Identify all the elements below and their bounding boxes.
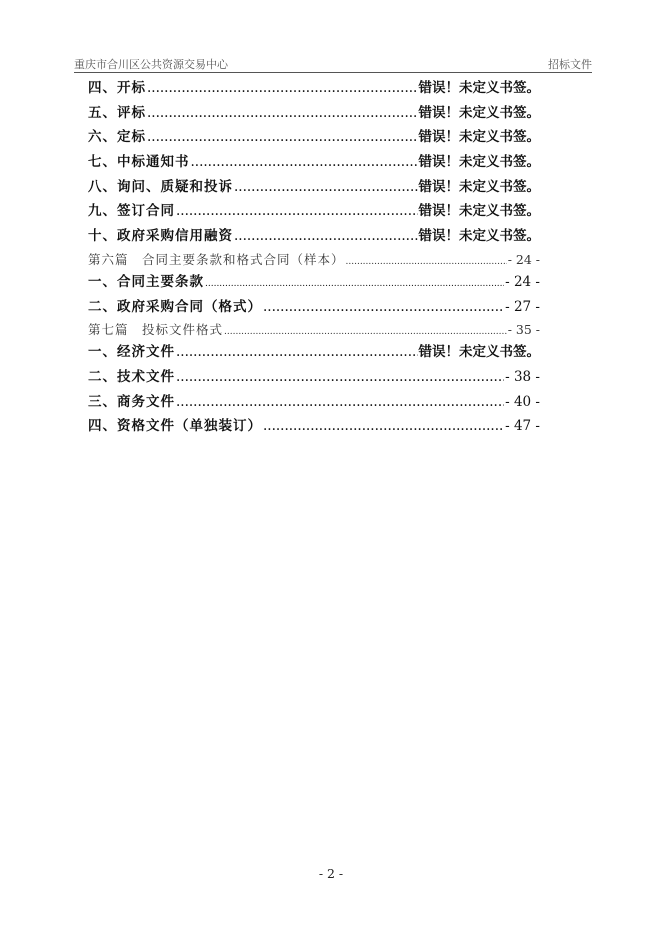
- toc-entry-title: 第六篇 合同主要条款和格式合同（样本）: [88, 251, 345, 267]
- toc-part-heading[interactable]: [88, 249, 540, 270]
- toc-entry[interactable]: [88, 390, 540, 415]
- toc-entry-title: 第七篇 投标文件格式: [88, 322, 224, 338]
- toc-leader-dots: [176, 199, 418, 224]
- toc-entry[interactable]: [88, 101, 540, 126]
- toc-entry-title: 二、政府采购合同（格式）: [88, 298, 262, 315]
- toc-leader-dots: [147, 125, 418, 150]
- toc-entry-page: 错误！未定义书签。: [418, 344, 540, 361]
- toc-entry-page: 错误！未定义书签。: [418, 104, 540, 121]
- page-number: - 2 -: [318, 866, 344, 881]
- toc-leader-dots: [234, 224, 418, 249]
- toc-entry-title: 三、商务文件: [88, 393, 175, 410]
- toc-entry-page: - 27 -: [505, 298, 540, 315]
- toc-entry-page: 错误！未定义书签。: [418, 154, 540, 171]
- toc-entry-page: - 40 -: [505, 393, 540, 410]
- toc-entry-page: 错误！未定义书签。: [418, 203, 540, 220]
- toc-entry[interactable]: [88, 76, 540, 101]
- toc-entry-page: - 35 -: [507, 322, 540, 338]
- toc-entry-title: 一、经济文件: [88, 344, 175, 361]
- toc-part-heading[interactable]: [88, 319, 540, 340]
- toc-leader-dots: [176, 340, 418, 365]
- toc-entry[interactable]: [88, 199, 540, 224]
- toc-leader-dots: [176, 390, 504, 415]
- toc-entry-title: 八、询问、质疑和投诉: [88, 178, 233, 195]
- toc-leader-dots: [234, 175, 418, 200]
- toc-entry-title: 四、资格文件（单独装订）: [88, 418, 262, 435]
- toc-leader-dots: [147, 101, 418, 126]
- header-document-type: 招标文件: [548, 58, 592, 71]
- toc-entry-title: 二、技术文件: [88, 368, 175, 385]
- toc-entry-title: 七、中标通知书: [88, 154, 190, 171]
- toc-entry[interactable]: [88, 340, 540, 365]
- toc-leader-dots: [346, 252, 507, 273]
- toc-entry[interactable]: [88, 224, 540, 249]
- toc-entry[interactable]: [88, 125, 540, 150]
- toc-entry-page: - 38 -: [505, 368, 540, 385]
- toc-entry-title: 六、定标: [88, 129, 146, 146]
- toc-entry-page: 错误！未定义书签。: [418, 129, 540, 146]
- toc-entry-title: 四、开标: [88, 80, 146, 96]
- toc-entry[interactable]: [88, 270, 540, 295]
- toc-leader-dots: [205, 272, 504, 297]
- toc-entry-page: - 47 -: [505, 418, 540, 435]
- toc-entry-title: 一、合同主要条款: [88, 273, 204, 290]
- toc-entry-page: 错误！未定义书签。: [418, 228, 540, 245]
- toc-leader-dots: [176, 365, 504, 390]
- toc-entry[interactable]: [88, 150, 540, 175]
- toc-entry-page: - 24 -: [507, 251, 540, 267]
- table-of-contents: [88, 76, 540, 439]
- toc-leader-dots: [191, 150, 418, 175]
- toc-entry[interactable]: [88, 414, 540, 439]
- page-header: [74, 52, 592, 73]
- toc-entry-page: 错误！未定义书签。: [418, 178, 540, 195]
- toc-entry[interactable]: [88, 175, 540, 200]
- toc-entry-title: 五、评标: [88, 104, 146, 121]
- toc-entry-title: 九、签订合同: [88, 203, 175, 220]
- toc-entry[interactable]: [88, 365, 540, 390]
- toc-leader-dots: [147, 76, 418, 101]
- toc-leader-dots: [263, 295, 504, 320]
- toc-leader-dots: [263, 414, 504, 439]
- toc-entry-page: 错误！未定义书签。: [418, 80, 540, 96]
- toc-entry-title: 十、政府采购信用融资: [88, 228, 233, 245]
- header-organization: 重庆市合川区公共资源交易中心: [74, 58, 228, 71]
- toc-entry-page: - 24 -: [505, 273, 540, 290]
- toc-entry[interactable]: [88, 295, 540, 320]
